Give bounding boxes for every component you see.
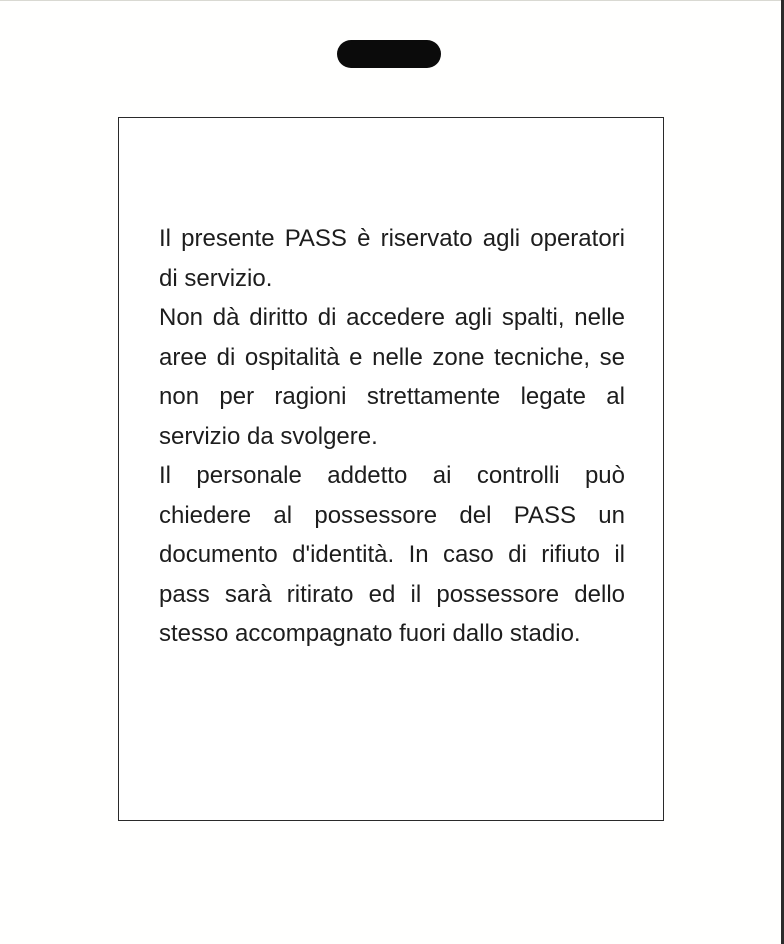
notice-text-block: [159, 219, 625, 654]
paragraph-access-restrictions: Non dà diritto di accedere agli spalti, nelle aree di ospitalità e nelle zone tecniche, se non per ragioni strettamente legate al servizio da svolgere.: [159, 304, 625, 450]
lanyard-slot-hole: [337, 40, 441, 68]
paragraph-identity-check: Il personale addetto ai controlli può chiedere al possessore del PASS un documento d'identità. In caso di rifiuto il pass sarà ritirato ed il possessore dello stesso accompagnato fuori dallo stadio.: [159, 462, 625, 647]
card-top-edge: [0, 0, 784, 1]
paragraph-reserved-for-operators: Il presente PASS è riservato agli operatori di servizio.: [159, 225, 625, 292]
